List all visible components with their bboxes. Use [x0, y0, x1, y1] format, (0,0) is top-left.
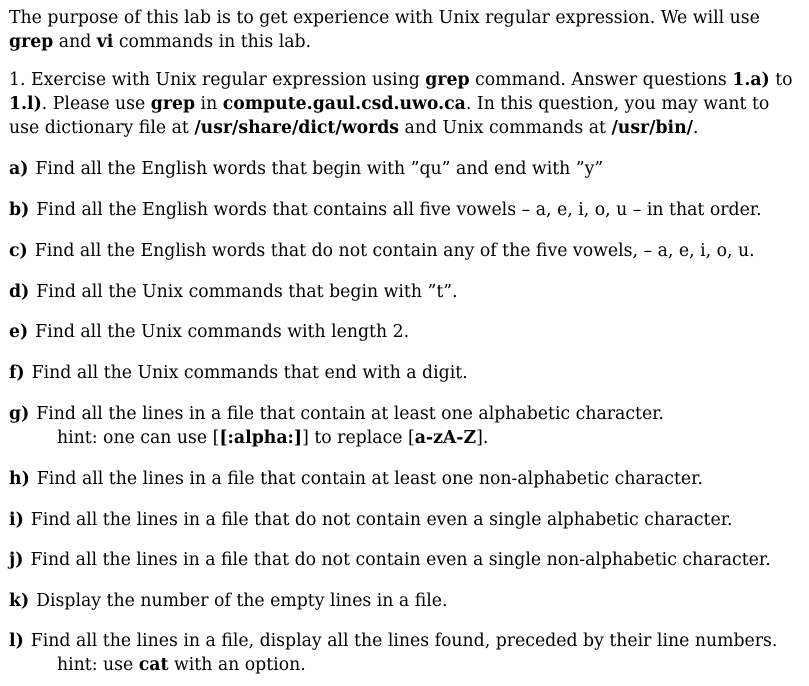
question-label: i)	[9, 510, 24, 530]
question-j	[9, 548, 804, 572]
hint-alpha-class: [:alpha:]	[219, 428, 303, 448]
question-g	[9, 402, 804, 450]
question-text: Find all the lines in a file that contain at least one alphabetic character.	[36, 404, 665, 424]
question-e	[9, 320, 804, 344]
intro-text: and	[53, 32, 97, 52]
intro-text: The purpose of this lab is to get experience with Unix regular expression. We will use	[9, 8, 760, 28]
exercise-text: in	[195, 94, 223, 114]
hint-text: hint: use	[57, 655, 139, 675]
hint-text: ] to replace [	[302, 428, 415, 448]
exercise-grep: grep	[425, 70, 470, 90]
question-text: Find all the lines in a file, display all the lines found, preceded by their line numbers.	[30, 631, 778, 651]
exercise-bin-path: /usr/bin/	[611, 118, 693, 138]
question-text: Find all the Unix commands with length 2.	[35, 322, 410, 342]
question-h	[9, 467, 804, 491]
hint-text: hint: one can use [	[57, 428, 220, 448]
question-text: Find all the English words that begin with ”qu” and end with ”y”	[35, 159, 604, 179]
question-d	[9, 280, 804, 304]
exercise-text: to	[769, 70, 793, 90]
exercise-paragraph	[9, 68, 799, 140]
hint-cat: cat	[138, 655, 169, 675]
hint-range: a-zA-Z	[414, 428, 477, 448]
question-text: Find all the Unix commands that begin with ”t”.	[36, 282, 458, 302]
question-text: Find all the English words that contains all five vowels – a, e, i, o, u – in that order.	[36, 200, 762, 220]
question-i	[9, 508, 804, 532]
intro-paragraph	[9, 6, 799, 54]
exercise-range-end: 1.l)	[9, 94, 42, 114]
intro-grep: grep	[9, 32, 54, 52]
question-label: d)	[9, 282, 30, 302]
question-text: Find all the lines in a file that do not contain even a single non-alphabetic character.	[30, 550, 771, 570]
hint-line	[9, 653, 804, 677]
hint-line	[9, 426, 804, 450]
question-f	[9, 361, 804, 385]
exercise-text: . Please use	[41, 94, 151, 114]
exercise-grep: grep	[150, 94, 196, 114]
question-l	[9, 629, 804, 677]
question-text: Find all the Unix commands that end with a digit.	[31, 363, 468, 383]
exercise-text: . In this question, you may want to use dictionary file at	[9, 94, 770, 138]
question-text: Find all the lines in a file that contain at least one non-alphabetic character.	[36, 469, 704, 489]
exercise-dict-path: /usr/share/dict/words	[194, 118, 400, 138]
question-label: g)	[9, 404, 30, 424]
question-label: h)	[9, 469, 30, 489]
intro-vi: vi	[96, 32, 114, 52]
question-text: Find all the lines in a file that do not contain even a single alphabetic character.	[30, 510, 733, 530]
question-label: j)	[9, 550, 24, 570]
question-text: Find all the English words that do not contain any of the five vowels, – a, e, i, o, u.	[34, 241, 755, 261]
question-c	[9, 239, 804, 263]
question-label: e)	[9, 322, 29, 342]
exercise-text: command. Answer questions	[469, 70, 733, 90]
exercise-text: .	[693, 118, 699, 138]
question-label: c)	[9, 241, 28, 261]
question-text: Display the number of the empty lines in a file.	[36, 591, 448, 611]
question-label: l)	[9, 631, 24, 651]
exercise-range-start: 1.a)	[732, 70, 770, 90]
exercise-text: 1. Exercise with Unix regular expression using	[9, 70, 426, 90]
question-label: b)	[9, 200, 30, 220]
hint-text: ].	[476, 428, 489, 448]
question-a	[9, 157, 804, 181]
hint-text: with an option.	[168, 655, 306, 675]
question-label: f)	[9, 363, 25, 383]
intro-text: commands in this lab.	[113, 32, 312, 52]
question-k	[9, 589, 804, 613]
exercise-text: and Unix commands at	[399, 118, 612, 138]
question-label: k)	[9, 591, 30, 611]
question-b	[9, 198, 804, 222]
question-label: a)	[9, 159, 29, 179]
exercise-host: compute.gaul.csd.uwo.ca	[222, 94, 466, 114]
